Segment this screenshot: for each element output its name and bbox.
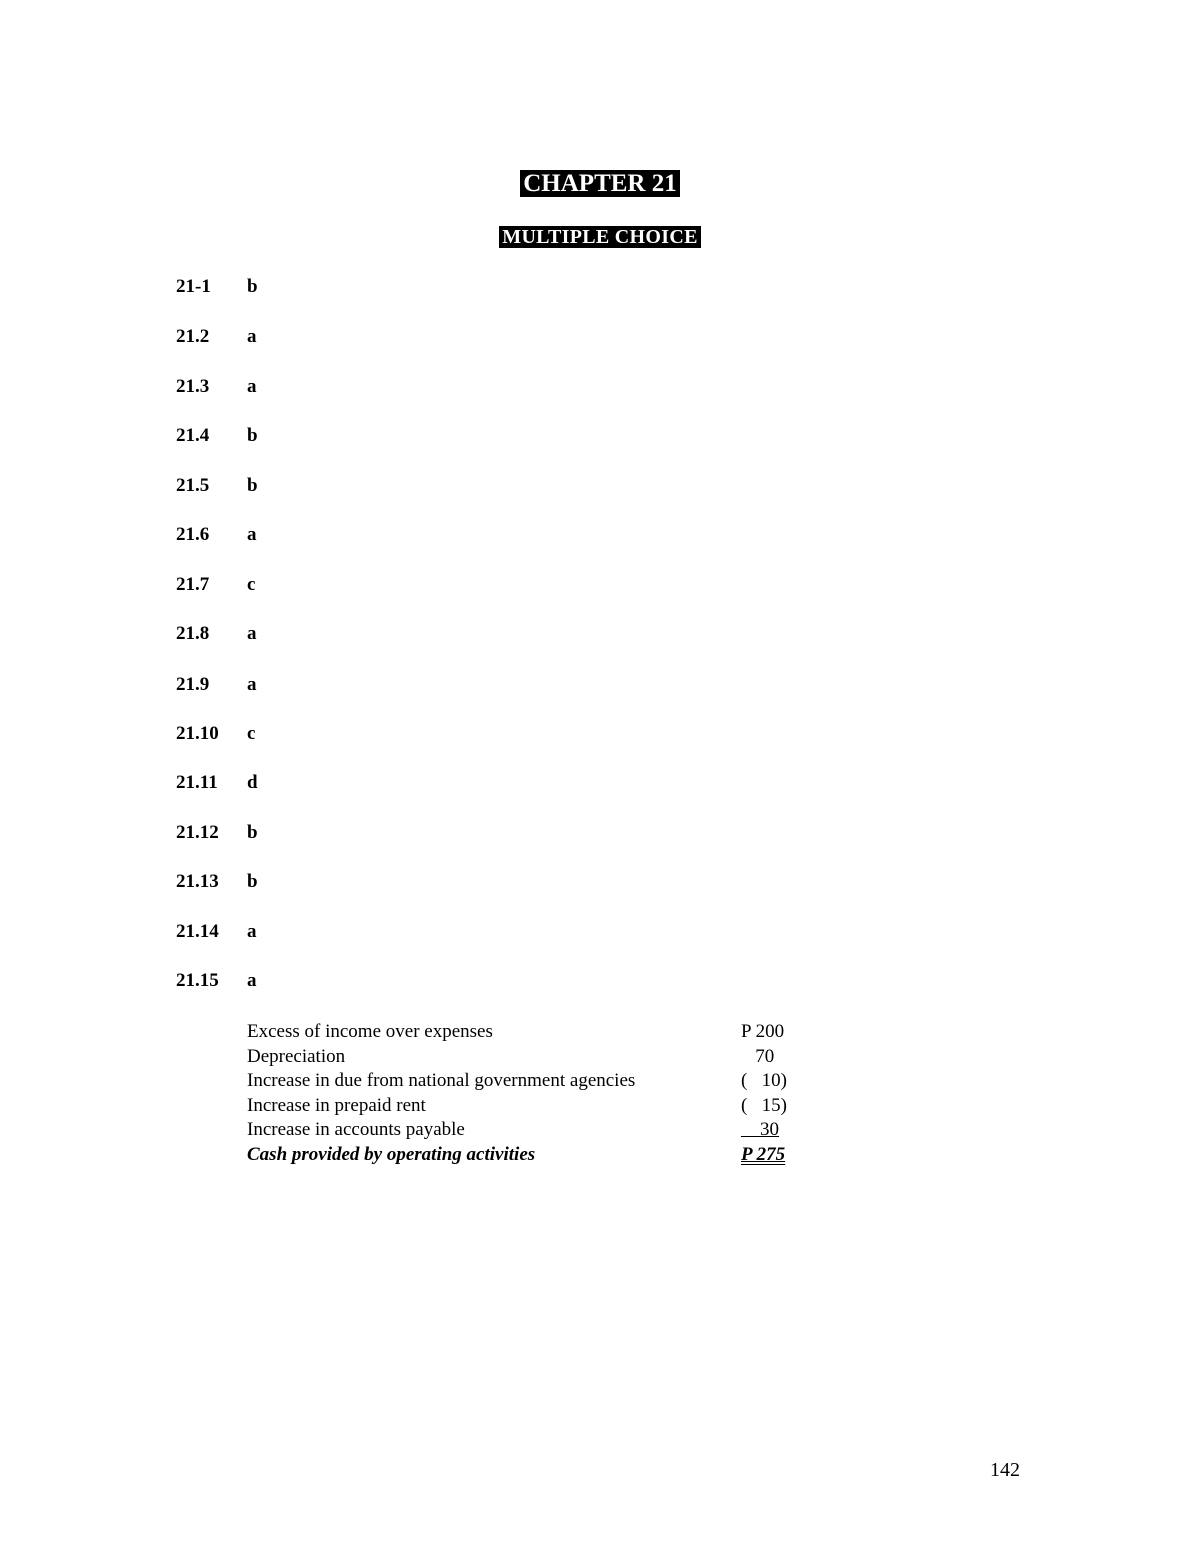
computation-label: Depreciation [247,1045,346,1067]
chapter-title [0,168,1200,200]
section-title [0,225,1200,250]
question-number: 21.5 [176,475,210,496]
question-number: 21.7 [176,574,210,595]
computation-row [247,1094,807,1119]
question-number: 21.8 [176,623,210,644]
question-number: 21-1 [176,276,211,297]
computation-amount: ( 15) [741,1094,787,1116]
computation-amount: ( 10) [741,1070,787,1092]
cash-flow-computation [247,1020,807,1168]
answer-letter: b [247,871,258,892]
answer-letter: a [247,376,257,397]
answer-letter: c [247,723,256,744]
answer-letter: a [247,623,257,644]
computation-row [247,1118,807,1143]
question-number: 21.10 [176,723,219,744]
answer-letter: a [247,921,257,942]
question-number: 21.4 [176,425,210,446]
computation-row [247,1045,807,1070]
answer-letter: a [247,970,257,991]
computation-amount: 30 [741,1119,779,1141]
chapter-title-text: CHAPTER 21 [520,170,679,197]
question-number: 21.13 [176,871,219,892]
computation-total-row [247,1143,807,1168]
question-number: 21.6 [176,524,210,545]
answer-letter: d [247,772,258,793]
question-number: 21.14 [176,921,219,942]
page-number: 142 [990,1459,1020,1481]
computation-row [247,1069,807,1094]
section-title-text: MULTIPLE CHOICE [499,226,700,248]
answer-letter: a [247,326,257,347]
answer-letter: b [247,822,258,843]
question-number: 21.3 [176,376,210,397]
answer-letter: c [247,574,256,595]
computation-label: Excess of income over expenses [247,1021,493,1042]
computation-amount: 70 [741,1045,775,1067]
computation-row [247,1020,807,1045]
question-number: 21.9 [176,674,210,695]
answer-letter: b [247,475,258,496]
computation-label: Increase in accounts payable [247,1119,465,1141]
question-number: 21.15 [176,970,219,991]
question-number: 21.11 [176,772,218,793]
computation-total-amount: P 275 [741,1143,786,1165]
question-number: 21.12 [176,822,219,843]
answer-letter: b [247,276,258,297]
computation-amount: P 200 [741,1021,785,1042]
computation-label: Increase in due from national government agencies [247,1070,636,1092]
answer-letter: b [247,425,258,446]
computation-total-label: Cash provided by operating activities [247,1143,536,1165]
answer-letter: a [247,674,257,695]
answer-letter: a [247,524,257,545]
computation-label: Increase in prepaid rent [247,1094,426,1116]
question-number: 21.2 [176,326,210,347]
